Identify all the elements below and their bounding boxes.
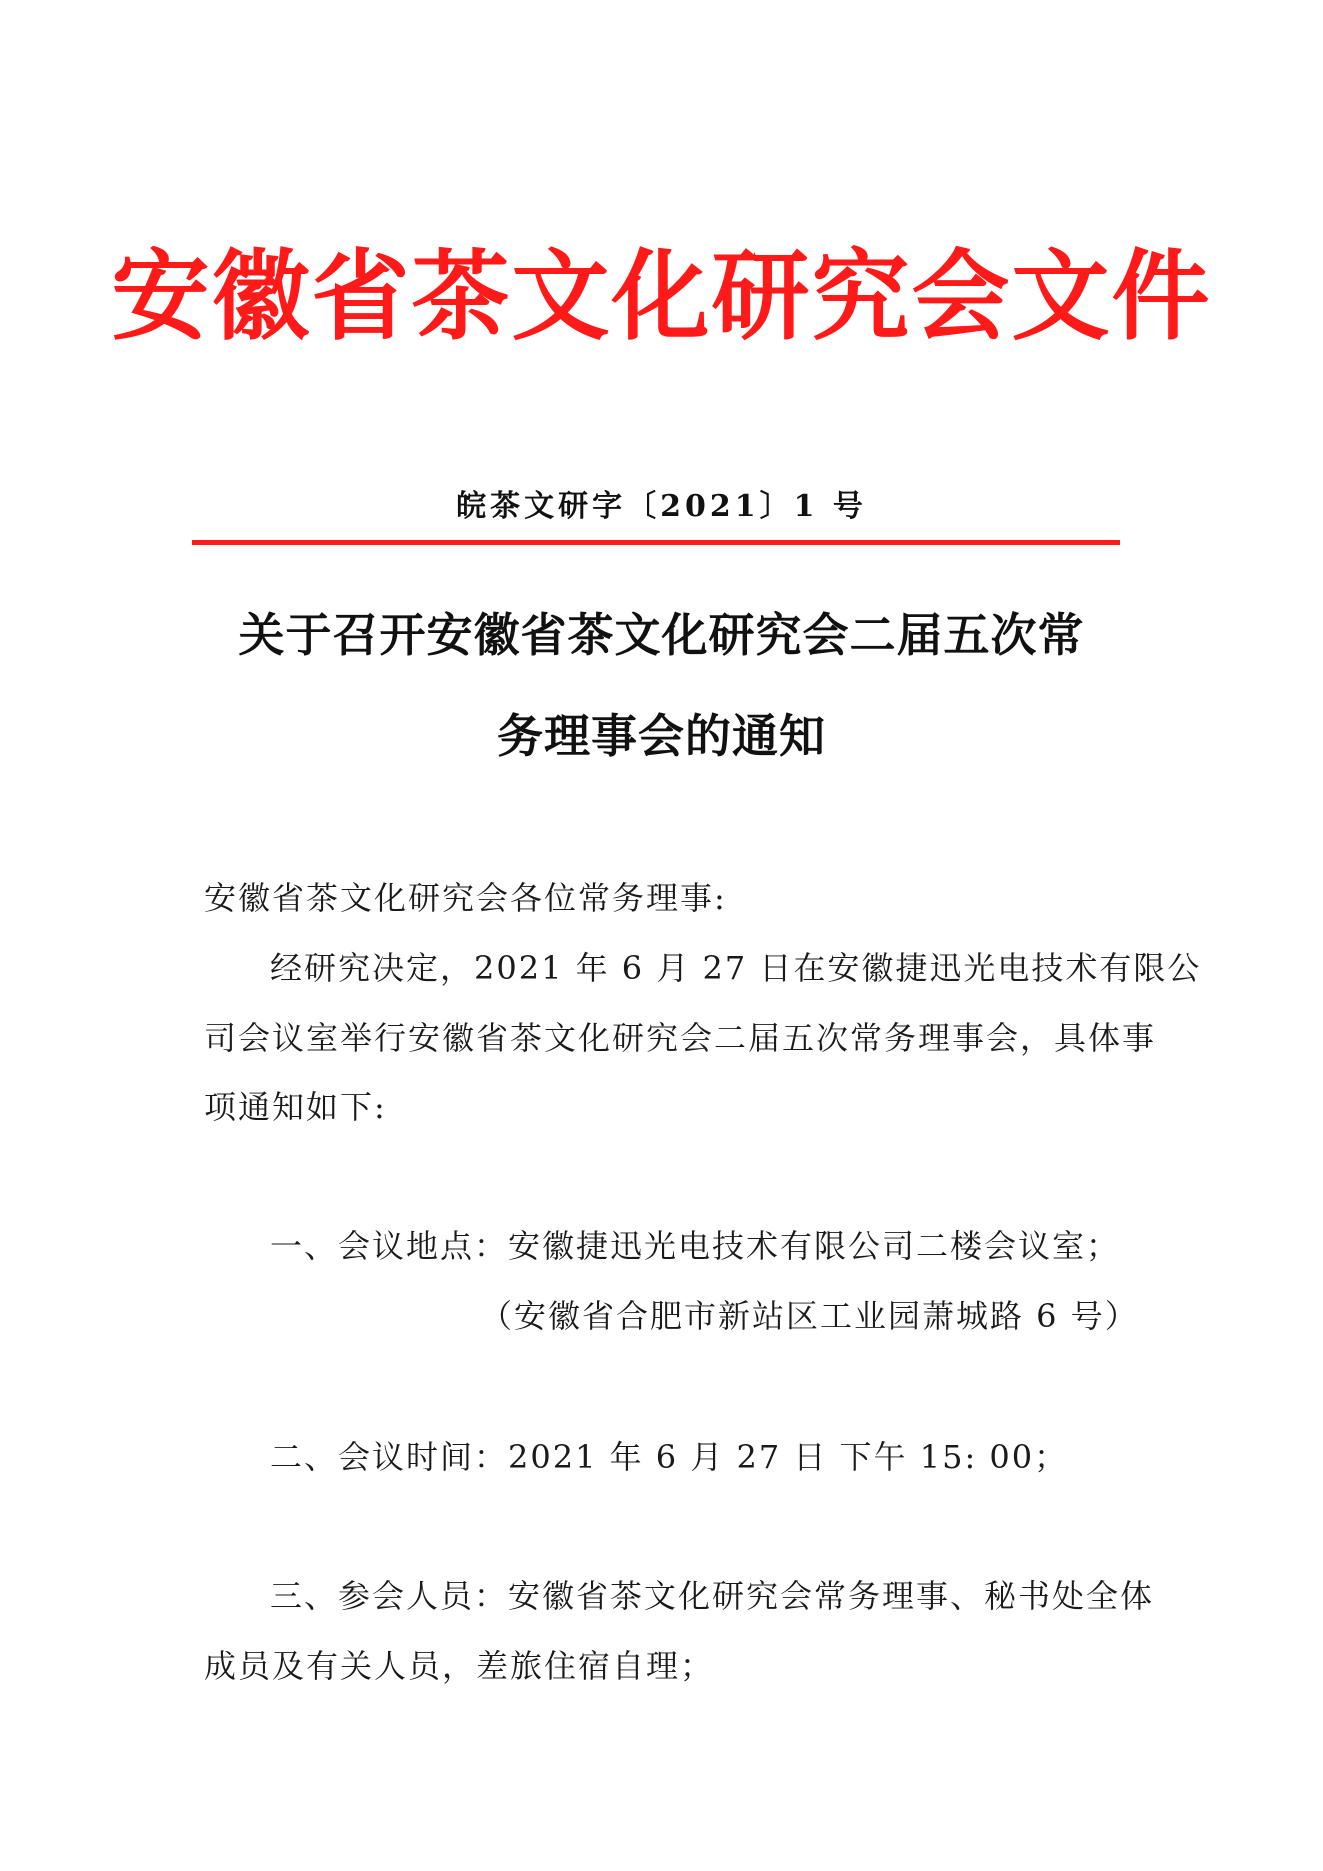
item-meeting-address: （安徽省合肥市新站区工业园萧城路 6 号）	[480, 1297, 1139, 1335]
red-divider-rule	[192, 540, 1120, 545]
notice-title-line-1: 关于召开安徽省茶文化研究会二届五次常	[238, 608, 1085, 662]
item-meeting-location: 一、会议地点：安徽捷迅光电技术有限公司二楼会议室；	[270, 1227, 1121, 1265]
item-attendees-line-1: 三、参会人员：安徽省茶文化研究会常务理事、秘书处全体	[270, 1577, 1155, 1615]
notice-title-line-2: 务理事会的通知	[497, 709, 826, 763]
salutation: 安徽省茶文化研究会各位常务理事:	[204, 879, 727, 917]
item-meeting-time: 二、会议时间：2021 年 6 月 27 日 下午 15: 00；	[270, 1438, 1069, 1476]
organization-title: 安徽省茶文化研究会文件	[111, 239, 1212, 354]
document-number: 皖茶文研字〔2021〕1 号	[456, 489, 867, 524]
intro-paragraph-line-2: 司会议室举行安徽省茶文化研究会二届五次常务理事会，具体事	[204, 1019, 1157, 1057]
intro-paragraph-line-1: 经研究决定，2021 年 6 月 27 日在安徽捷迅光电技术有限公	[270, 949, 1202, 987]
item-attendees-line-2: 成员及有关人员，差旅住宿自理；	[204, 1647, 715, 1685]
intro-paragraph-line-3: 项通知如下:	[204, 1088, 387, 1126]
